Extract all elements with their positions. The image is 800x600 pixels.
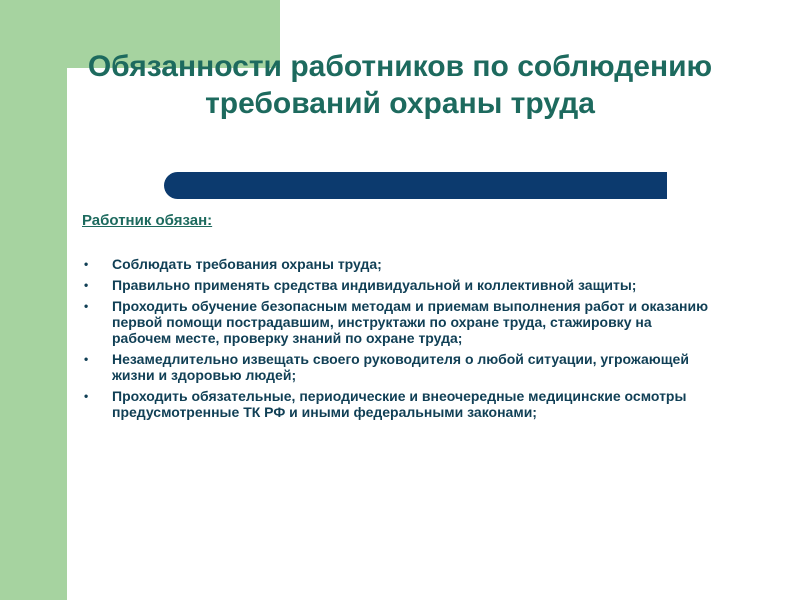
slide-title: Обязанности работников по соблюдению требований охраны труда <box>87 50 713 120</box>
list-item <box>82 256 712 272</box>
slide-subtitle: Работник обязан: <box>82 212 213 229</box>
slide-body <box>82 212 712 425</box>
list-item <box>82 277 712 293</box>
title-divider-bar <box>164 172 667 199</box>
duties-list <box>82 256 712 420</box>
list-item-text: Незамедлительно извещать своего руководителя о любой ситуации, угрожающей жизни и здоровью людей; <box>112 351 689 383</box>
list-item-text: Проходить обучение безопасным методам и приемам выполнения работ и оказанию первой помощи пострадавшим, инструктажи по охране труда, стажировку на рабочем месте, проверку знаний по охране труда; <box>112 298 709 346</box>
list-item-text: Соблюдать требования охраны труда; <box>112 256 382 272</box>
list-item <box>82 298 712 346</box>
bullet-icon: • <box>84 257 89 271</box>
bullet-icon: • <box>84 352 89 366</box>
bullet-icon: • <box>84 278 89 292</box>
bullet-icon: • <box>84 389 89 403</box>
list-item <box>82 388 712 420</box>
list-item <box>82 351 712 383</box>
list-item-text: Проходить обязательные, периодические и внеочередные медицинские осмотры предусмотренные ТК РФ и иными федеральными законами; <box>112 388 687 420</box>
green-side-band <box>0 0 67 600</box>
list-item-text: Правильно применять средства индивидуальной и коллективной защиты; <box>112 277 637 293</box>
bullet-icon: • <box>84 299 89 313</box>
